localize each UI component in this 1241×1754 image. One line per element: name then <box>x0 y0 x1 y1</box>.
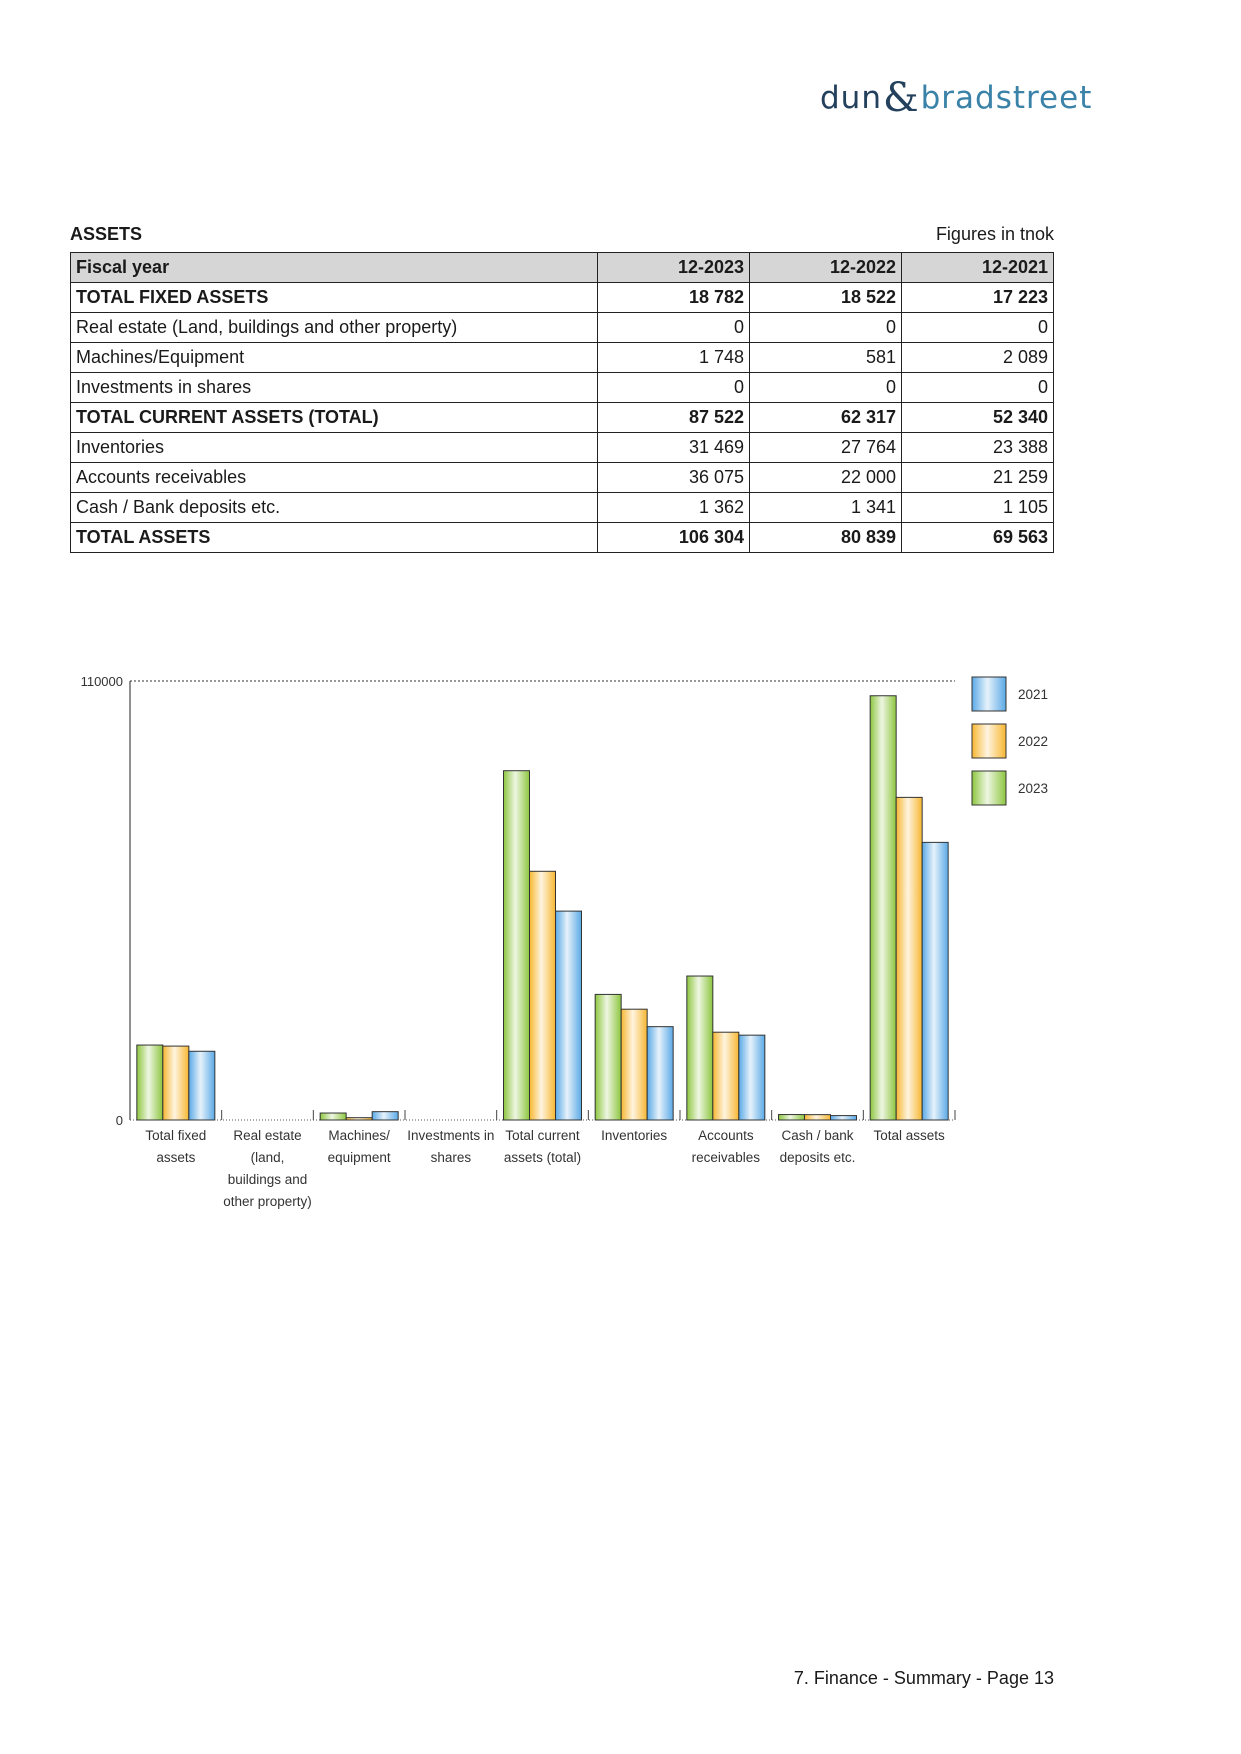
bar-2021 <box>922 842 948 1120</box>
x-category-label <box>692 1128 761 1165</box>
table-row <box>71 493 1054 523</box>
logo-text-bradstreet: bradstreet <box>920 80 1093 116</box>
bar-2022 <box>163 1046 189 1120</box>
table-row <box>71 343 1054 373</box>
x-category-label-line: Accounts <box>698 1128 754 1143</box>
bar-2021 <box>647 1027 673 1120</box>
row-value: 106 304 <box>598 523 750 553</box>
x-category-label-line: shares <box>430 1150 472 1165</box>
assets-bar-chart <box>60 665 1060 1209</box>
row-value: 31 469 <box>598 433 750 463</box>
assets-table <box>70 252 1054 553</box>
x-category-label-line: Machines/ <box>328 1128 390 1143</box>
x-category-label <box>874 1128 946 1143</box>
row-value: 0 <box>598 373 750 403</box>
row-label: Investments in shares <box>71 373 598 403</box>
row-value: 581 <box>750 343 902 373</box>
section-title: ASSETS <box>70 224 143 244</box>
table-row <box>71 283 1054 313</box>
row-value: 1 105 <box>902 493 1054 523</box>
logo-text-dun: dun <box>820 80 882 116</box>
page-footer: 7. Finance - Summary - Page 13 <box>793 1668 1054 1688</box>
chart-legend <box>972 677 1048 805</box>
x-category-label <box>328 1128 391 1165</box>
x-category-label-line: buildings and <box>227 1172 308 1187</box>
table-row <box>71 523 1054 553</box>
row-value: 2 089 <box>902 343 1054 373</box>
logo-ampersand: & <box>882 75 920 121</box>
row-value: 18 522 <box>750 283 902 313</box>
bar-2021 <box>831 1116 857 1120</box>
table-row <box>71 463 1054 493</box>
x-category-label-line: (land, <box>250 1150 285 1165</box>
row-value: 0 <box>902 313 1054 343</box>
row-value: 1 362 <box>598 493 750 523</box>
y-tick-label: 110000 <box>80 674 123 689</box>
x-category-label-line: Total assets <box>873 1128 945 1143</box>
x-category-label-line: Total fixed <box>145 1128 207 1143</box>
row-value: 80 839 <box>750 523 902 553</box>
x-category-label-line: equipment <box>327 1150 391 1165</box>
header-fiscal-year: Fiscal year <box>71 253 598 283</box>
legend-label: 2021 <box>1018 687 1049 702</box>
table-row <box>71 313 1054 343</box>
legend-label: 2023 <box>1018 781 1049 796</box>
bar-2021 <box>556 911 582 1120</box>
table-body <box>71 283 1054 553</box>
row-value: 27 764 <box>750 433 902 463</box>
bar-2022 <box>805 1115 831 1120</box>
x-category-label-line: assets (total) <box>503 1150 582 1165</box>
row-label: TOTAL CURRENT ASSETS (TOTAL) <box>71 403 598 433</box>
row-value: 0 <box>750 373 902 403</box>
legend-swatch-2023 <box>972 771 1006 805</box>
x-category-label <box>601 1128 667 1143</box>
row-value: 0 <box>902 373 1054 403</box>
x-category-label <box>223 1128 312 1209</box>
row-value: 18 782 <box>598 283 750 313</box>
y-tick-label: 0 <box>115 1113 123 1128</box>
x-category-label <box>407 1128 494 1165</box>
row-value: 36 075 <box>598 463 750 493</box>
row-label: Real estate (Land, buildings and other property) <box>71 313 598 343</box>
bar-2022 <box>713 1032 739 1120</box>
row-label: Machines/Equipment <box>71 343 598 373</box>
legend-swatch-2021 <box>972 677 1006 711</box>
bar-2023 <box>779 1115 805 1120</box>
bar-2022 <box>896 797 922 1120</box>
row-value: 1 748 <box>598 343 750 373</box>
row-value: 87 522 <box>598 403 750 433</box>
x-category-label-line: deposits etc. <box>779 1150 856 1165</box>
x-category-label-line: Cash / bank <box>781 1128 854 1143</box>
row-value: 0 <box>598 313 750 343</box>
row-label: Accounts receivables <box>71 463 598 493</box>
bar-2023 <box>137 1045 163 1120</box>
bar-2021 <box>189 1051 215 1120</box>
row-label: TOTAL ASSETS <box>71 523 598 553</box>
bar-2023 <box>595 994 621 1120</box>
row-value: 21 259 <box>902 463 1054 493</box>
row-value: 62 317 <box>750 403 902 433</box>
row-label: Cash / Bank deposits etc. <box>71 493 598 523</box>
row-label: TOTAL FIXED ASSETS <box>71 283 598 313</box>
x-category-label-line: other property) <box>223 1194 312 1209</box>
row-label: Inventories <box>71 433 598 463</box>
x-category-label-line: Total current <box>505 1128 580 1143</box>
table-row <box>71 373 1054 403</box>
row-value: 17 223 <box>902 283 1054 313</box>
x-category-label-line: Inventories <box>601 1128 668 1143</box>
bar-2023 <box>870 696 896 1120</box>
row-value: 52 340 <box>902 403 1054 433</box>
x-category-label-line: assets <box>156 1150 196 1165</box>
x-category-label <box>504 1128 581 1165</box>
figures-unit-note: Figures in tnok <box>935 224 1054 244</box>
bar-2023 <box>687 976 713 1120</box>
row-value: 69 563 <box>902 523 1054 553</box>
x-category-label <box>145 1128 206 1165</box>
bar-2022 <box>346 1118 372 1120</box>
chart-x-labels <box>145 1128 945 1209</box>
bar-2023 <box>504 771 530 1120</box>
x-category-label-line: Real estate <box>233 1128 302 1143</box>
row-value: 1 341 <box>750 493 902 523</box>
row-value: 23 388 <box>902 433 1054 463</box>
bar-2021 <box>372 1112 398 1120</box>
bar-2021 <box>739 1035 765 1120</box>
x-category-label-line: receivables <box>691 1150 760 1165</box>
row-value: 0 <box>750 313 902 343</box>
legend-swatch-2022 <box>972 724 1006 758</box>
x-category-label <box>780 1128 856 1165</box>
header-year-2023: 12-2023 <box>598 253 750 283</box>
bar-2022 <box>530 871 556 1120</box>
row-value: 22 000 <box>750 463 902 493</box>
legend-label: 2022 <box>1018 734 1049 749</box>
table-header-row <box>71 253 1054 283</box>
table-row <box>71 403 1054 433</box>
table-row <box>71 433 1054 463</box>
header-year-2021: 12-2021 <box>902 253 1054 283</box>
header-year-2022: 12-2022 <box>750 253 902 283</box>
company-logo <box>820 74 1092 122</box>
bar-2023 <box>320 1113 346 1120</box>
x-category-label-line: Investments in <box>407 1128 495 1143</box>
chart-bars <box>137 696 948 1120</box>
bar-2022 <box>621 1009 647 1120</box>
